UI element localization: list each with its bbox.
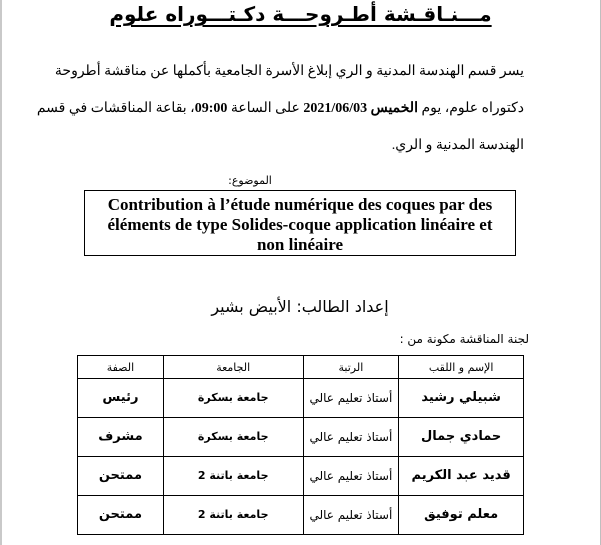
table-row bbox=[78, 457, 524, 496]
page-title-text: مـــنـاقـشة أطـروحـــة دكـتـــوراه علوم bbox=[109, 2, 492, 26]
jury-rank: أستاذ تعليم عالي bbox=[303, 418, 399, 457]
jury-name: معلم توفيق bbox=[399, 496, 524, 535]
announcement-line-1: يسر قسم الهندسة المدنية و الري إبلاغ الأسرة الجامعية بأكملها عن مناقشة أطروحة bbox=[54, 64, 524, 79]
defense-time: 09:00 bbox=[194, 101, 228, 116]
defense-date: 2021/06/03 bbox=[303, 101, 368, 116]
announcement-text-b: على الساعة bbox=[227, 101, 304, 116]
subject-line-2: éléments de type Solides-coque application linéaire et bbox=[107, 215, 493, 234]
page-title bbox=[0, 2, 601, 26]
jury-name: حمادي جمال bbox=[399, 418, 524, 457]
announcement-text-a: دكتوراه علوم، يوم bbox=[417, 101, 524, 116]
subject-line-3: non linéaire bbox=[256, 235, 344, 254]
defense-day: الخميس bbox=[370, 101, 418, 116]
subject-label: الموضوع: bbox=[228, 174, 272, 187]
jury-rank: أستاذ تعليم عالي bbox=[303, 379, 399, 418]
jury-university: جامعة باتنة 2 bbox=[163, 457, 303, 496]
jury-role: ممتحن bbox=[78, 496, 164, 535]
jury-name: قديد عبد الكريم bbox=[399, 457, 524, 496]
jury-role: مشرف bbox=[78, 418, 164, 457]
subject-box bbox=[84, 190, 516, 256]
header-role: الصفة bbox=[78, 356, 164, 379]
jury-name: شبيلي رشيد bbox=[399, 379, 524, 418]
subject-line-1: Contribution à l’étude numérique des coques par des bbox=[107, 195, 493, 214]
jury-university: جامعة باتنة 2 bbox=[163, 496, 303, 535]
table-row bbox=[78, 496, 524, 535]
jury-role: ممتحن bbox=[78, 457, 164, 496]
jury-university: جامعة بسكرة bbox=[163, 418, 303, 457]
jury-role: رئيس bbox=[78, 379, 164, 418]
header-name: الإسم و اللقب bbox=[399, 356, 524, 379]
jury-table-header bbox=[78, 356, 524, 379]
header-rank: الرتبة bbox=[303, 356, 399, 379]
jury-label: لجنة المناقشة مكونة من : bbox=[399, 332, 529, 346]
table-row bbox=[78, 418, 524, 457]
announcement-line-2 bbox=[36, 100, 524, 117]
announcement-text-c: ، بقاعة المناقشات في قسم bbox=[36, 101, 195, 116]
jury-university: جامعة بسكرة bbox=[163, 379, 303, 418]
jury-rank: أستاذ تعليم عالي bbox=[303, 496, 399, 535]
jury-table bbox=[77, 355, 524, 535]
prepared-by: إعداد الطالب: الأبيض بشير bbox=[211, 297, 389, 316]
header-university: الجامعة bbox=[163, 356, 303, 379]
jury-rank: أستاذ تعليم عالي bbox=[303, 457, 399, 496]
table-row bbox=[78, 379, 524, 418]
announcement-line-3: الهندسة المدنية و الري. bbox=[391, 138, 524, 153]
page-edge-left bbox=[0, 0, 2, 545]
